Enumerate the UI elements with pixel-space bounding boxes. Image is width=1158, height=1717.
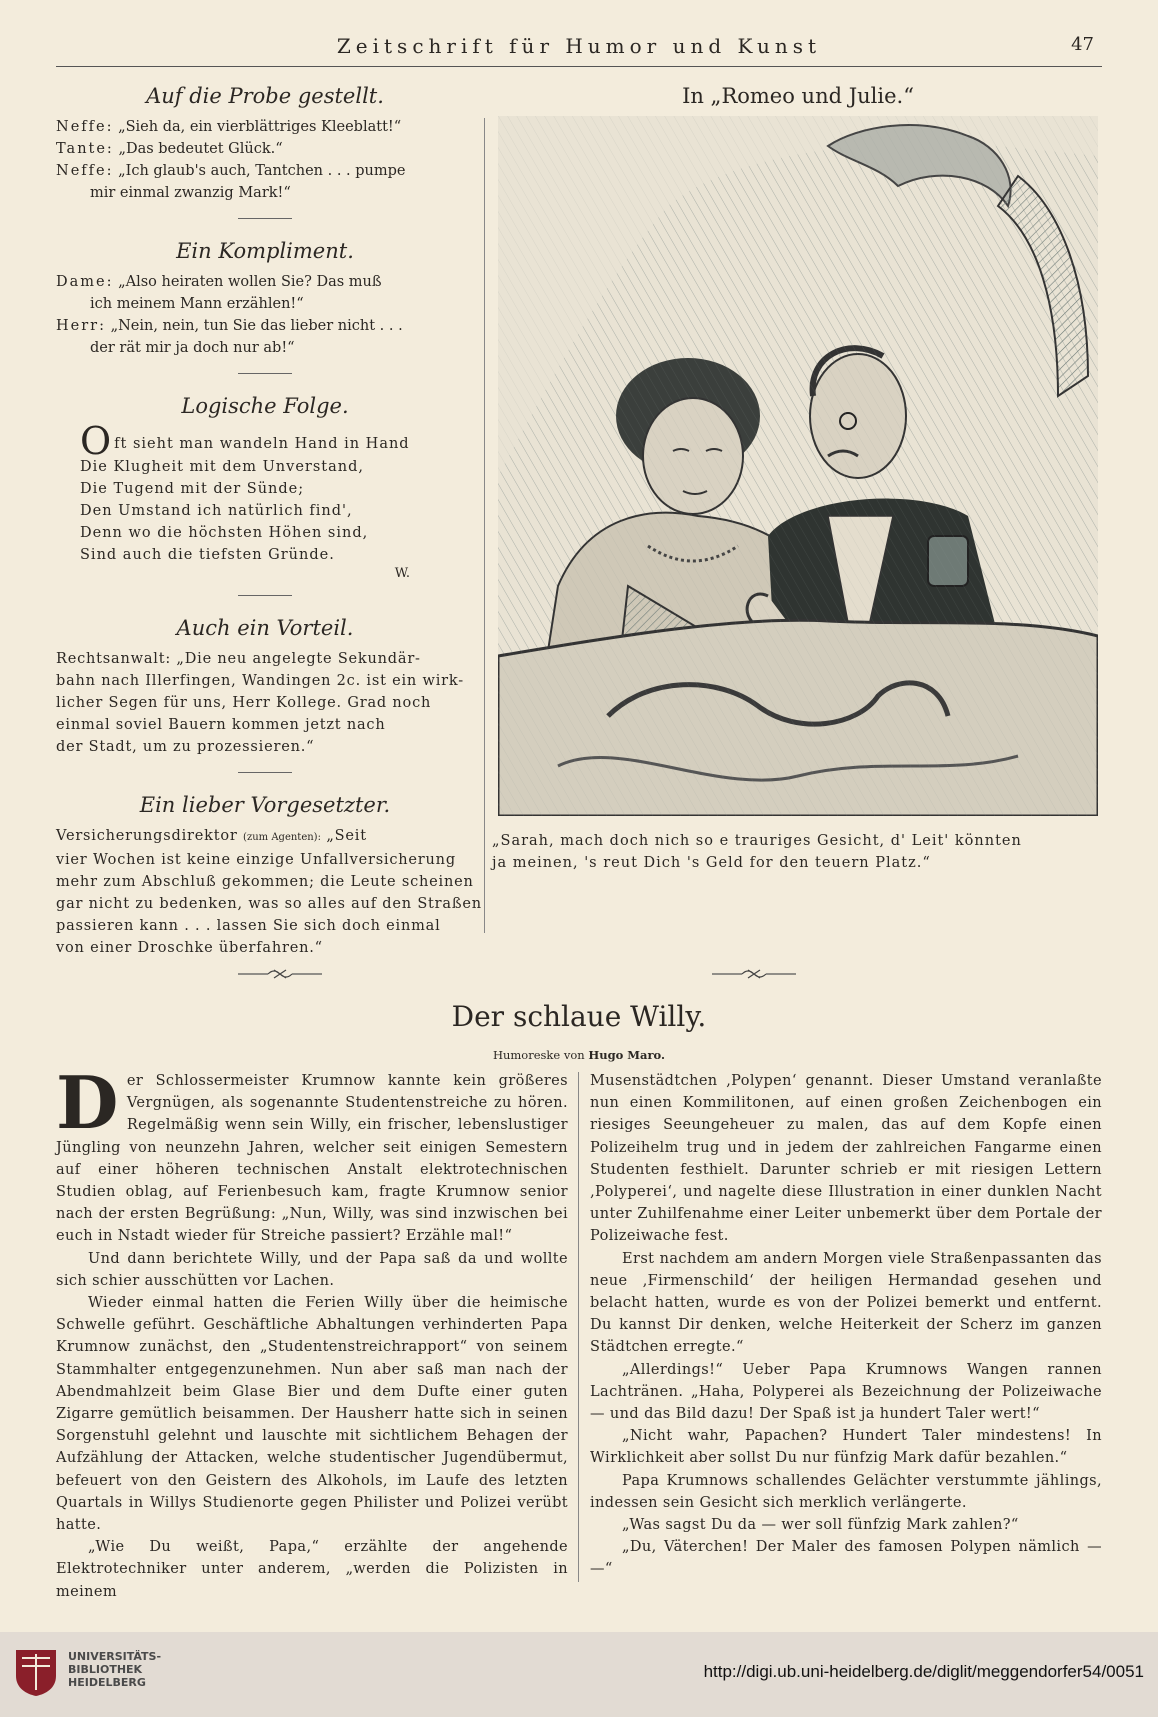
article-column-left — [56, 1060, 568, 1603]
article-author: Hugo Maro. — [588, 1048, 666, 1062]
library-footer — [0, 1632, 1158, 1717]
article-column-right — [590, 1070, 1102, 1581]
jokes-column — [56, 76, 482, 959]
poem-dropcap: O — [80, 419, 113, 463]
illustration-texture — [498, 116, 1098, 816]
page-number: 47 — [1071, 34, 1094, 55]
joke-probe — [56, 84, 474, 204]
article-paragraph: Wieder einmal hatten die Ferien Willy über die heimische Schwelle geführt. Geschäftliche Abhaltungen verhinderten Papa Krumnow zunächst, den „Studentenstreichrapport“ von seinem Stammhalter entgegenzunehmen. Nun aber saß man nach der Abendmahlzeit beim Glase Bier und dem Dufte einer guten Zigarre gemütlich beisammen. Der Hausherr hatte sich in seinen Sorgenstuhl gelehnt und lauschte mit sichtlichem Behagen der Aufzählung der Attacken, welche studentischer Jugendübermut, befeuert von den Geistern des Alkohols, im Laufe des letzten Quartals in Willys Studienorte gegen Philister und Polizei verübt hatte. — [56, 1295, 568, 1534]
running-head — [60, 34, 1098, 64]
theater-box-illustration — [498, 116, 1098, 816]
article-paragraph: „Allerdings!“ Ueber Papa Krumnows Wangen rannen Lachtränen. „Haha, Polyperei als Bezeichnung der Polizeiwache — und das Bild dazu! Der Spaß ist ja hundert Taler wert!“ — [590, 1361, 1102, 1423]
article-paragraph: „Wie Du weißt, Papa,“ erzählte der angehende Elektrotechniker unter anderem, „werden die Polizisten in meinem — [56, 1539, 568, 1600]
poem-logische-folge — [56, 394, 474, 581]
header-rule — [56, 66, 1102, 67]
poem-title: Logische Folge. — [181, 394, 349, 418]
joke-title: Ein Kompliment. — [176, 239, 354, 263]
poem-line: Sind auch die tiefsten Gründe. — [80, 547, 335, 563]
section-divider — [238, 218, 292, 219]
joke-title: Ein lieber Vorgesetzter. — [139, 793, 391, 817]
article-paragraph: „Du, Väterchen! Der Maler des famosen Polypen nämlich — —“ — [590, 1539, 1102, 1578]
poem-line: Denn wo die höchsten Höhen sind, — [80, 525, 369, 541]
source-url[interactable]: http://digi.ub.uni-heidelberg.de/diglit/meggendorfer54/0051 — [703, 1662, 1144, 1681]
running-title: Zeitschrift für Humor und Kunst — [336, 34, 822, 58]
article-paragraph: Musenstädtchen ‚Polypen‘ genannt. Dieser Umstand veranlaßte nun einen Kommilitonen, auf einen großen Zeichenbogen ein riesiges Seeungeheuer zu malen, das auf dem Kopfe einen Polizeihelm trug und in jedem der zahlreichen Fangarme einen Studenten festhielt. Darunter schrieb er mit riesigen Lettern ‚Polyperei‘, und nagelte diese Illustration in einer dunklen Nacht unter Zuhilfenahme einer Leiter unbemerkt über dem Portale der Polizeiwache fest. — [590, 1073, 1102, 1245]
article-title: Der schlaue Willy. — [451, 1000, 707, 1033]
section-divider — [238, 373, 292, 374]
poem-line: Den Umstand ich natürlich find', — [80, 503, 353, 519]
dialogue-line: Neffe: „Ich glaub's auch, Tantchen . . . pumpe — [56, 163, 406, 179]
ornament-right — [712, 968, 796, 980]
dialogue-line: Neffe: „Sieh da, ein vierblättriges Kleeblatt!“ — [56, 119, 402, 135]
dialogue-line: mir einmal zwanzig Mark!“ — [90, 185, 291, 201]
university-seal-icon — [12, 1646, 60, 1698]
section-divider — [238, 772, 292, 773]
joke-vorteil — [56, 616, 474, 758]
ornament-left — [238, 968, 322, 980]
dialogue-line: ich meinem Mann erzählen!“ — [90, 296, 304, 312]
article-paragraph: Der Schlossermeister Krumnow kannte kein größeres Vergnügen, als sogenannte Studentenstreiche zu hören. Regelmäßig wenn sein Willy, ein frischer, lebenslustiger Jüngling von neunzehn Jahren, welcher seit einigen Semestern auf einer höheren technischen Anstalt elektrotechnischen Studien oblag, auf Ferienbesuch kam, fragte Krumnow senior nach der ersten Begrüßung: „Nun, Willy, was sind inzwischen bei euch in Nstadt wieder für Streiche passiert? Erzähle mal!“ — [56, 1060, 568, 1245]
illustration-title: In „Romeo und Julie.“ — [682, 84, 914, 108]
article-paragraph: Und dann berichtete Willy, und der Papa saß da und wollte sich schier ausschütten vor Lachen. — [56, 1250, 568, 1289]
joke-kompliment — [56, 239, 474, 359]
joke-title: Auf die Probe gestellt. — [146, 84, 384, 108]
library-name: UNIVERSITÄTS- BIBLIOTHEK HEIDELBERG — [68, 1650, 162, 1689]
joke-title: Auch ein Vorteil. — [176, 616, 354, 640]
poem-signature: W. — [394, 566, 410, 581]
illustration-column — [492, 76, 1104, 874]
article-dropcap: D — [56, 1060, 119, 1145]
article-paragraph: „Was sagst Du da — wer soll fünfzig Mark zahlen?“ — [622, 1517, 1019, 1534]
poem-line: Oft sieht man wandeln Hand in Hand — [80, 419, 410, 463]
dialogue-line: Dame: „Also heiraten wollen Sie? Das muß — [56, 274, 382, 290]
article-paragraph: Erst nachdem am andern Morgen viele Straßenpassanten das neue ‚Firmenschild‘ der heiligen Hermandad gesehen und belacht hatten, wurde es von der Polizei bemerkt und entfernt. Du kannst Dir denken, welche Heiterkeit der Scherz im ganzen Städtchen erregte.“ — [590, 1250, 1102, 1356]
dialogue-line: der rät mir ja doch nur ab!“ — [90, 340, 295, 356]
joke-text: Rechtsanwalt: „Die neu angelegte Sekundär- bahn nach Illerfingen, Wandingen 2c. ist ein wirk- licher Segen für uns, Herr Kollege. Grad noch einmal soviel Bauern kommen jetzt nach der Stadt, um zu prozessieren.“ — [56, 651, 464, 755]
article-paragraph: Papa Krumnows schallendes Gelächter verstummte jählings, indessen sein Gesicht sich merklich verlängerte. — [590, 1472, 1102, 1511]
illustration-caption: „Sarah, mach doch nich so e trauriges Gesicht, d' Leit' könnten ja meinen, 's reut Dich 's Geld for den teuern Platz.“ — [492, 833, 1022, 871]
joke-vorgesetzter — [56, 793, 482, 959]
poem-line: Die Klugheit mit dem Unverstand, — [80, 459, 364, 475]
dialogue-line: Herr: „Nein, nein, tun Sie das lieber nicht . . . — [56, 318, 403, 334]
dialogue-line: Tante: „Das bedeutet Glück.“ — [56, 141, 283, 157]
poem-line: Die Tugend mit der Sünde; — [80, 481, 305, 497]
article-subtitle: Humoreske von Hugo Maro. — [492, 1048, 666, 1062]
section-divider — [238, 595, 292, 596]
article-column-divider — [578, 1072, 579, 1582]
article-paragraph: „Nicht wahr, Papachen? Hundert Taler mindestens! In Wirklichkeit aber sollst Du nur fünfzig Mark dafür bezahlen.“ — [590, 1428, 1102, 1467]
joke-text: Versicherungsdirektor (zum Agenten): „Seit vier Wochen ist keine einzige Unfallversicherung mehr zum Abschluß gekommen; die Leute scheinen gar nicht zu bedenken, was so alles auf den Straßen passieren kann . . . lassen Sie sich doch einmal von einer Droschke überfahren.“ — [56, 828, 482, 956]
column-divider — [484, 118, 485, 933]
